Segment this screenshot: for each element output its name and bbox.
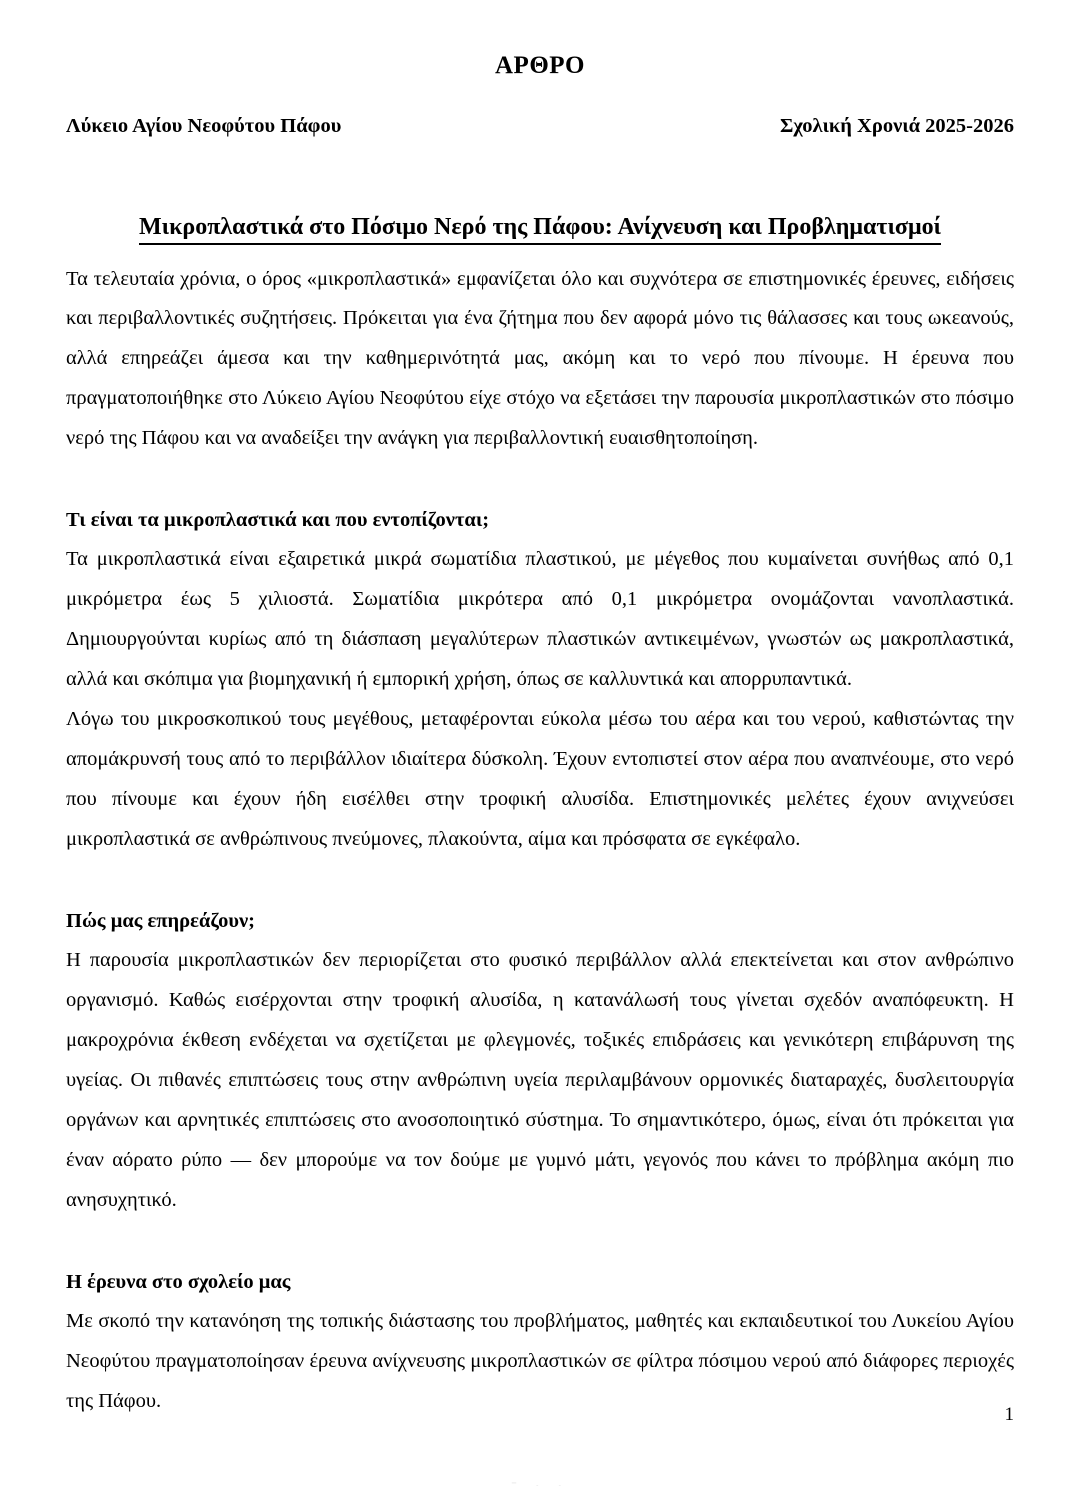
spacer — [66, 1221, 1014, 1263]
school-year: Σχολική Χρονιά 2025-2026 — [779, 114, 1014, 137]
what-are-paragraph-1: Τα μικροπλαστικά είναι εξαιρετικά μικρά σωματίδια πλαστικού, με μέγεθος που κυμαίνεται συνήθως από 0,1 μικρόμετρα έως 5 χιλιοστά. Σωματίδια μικρότερα από 0,1 μικρόμετρα ονομάζονται νανοπλαστικά. Δημιουργούνται κυρίως από τη διάσπαση μεγαλύτερων πλαστικών αντικειμένων, γνωστών ως μακροπλαστικά, αλλά και σκόπιμα για βιομηχανική ή εμπορική χρήση, όπως σε καλλυντικά και απορρυπαντικά. — [66, 548, 1014, 691]
next-page-bleed-marks: - . . — [511, 1472, 569, 1486]
document-heading: ΑΡΘΡΟ — [495, 52, 585, 79]
section-heading-how-affect: Πώς μας επηρεάζουν; — [66, 910, 255, 933]
school-name: Λύκειο Αγίου Νεοφύτου Πάφου — [66, 114, 342, 137]
document-content — [66, 0, 1014, 1422]
how-affect-paragraph: Η παρουσία μικροπλαστικών δεν περιορίζεται στο φυσικό περιβάλλον αλλά επεκτείνεται και στον ανθρώπινο οργανισμό. Καθώς εισέρχονται στην τροφική αλυσίδα, η κατανάλωσή τους γίνεται σχεδόν αναπόφευκτη. Η μακροχρόνια έκθεση ενδέχεται να σχετίζεται με φλεγμονές, τοξικές επιδράσεις και γενικότερη επιβάρυνση της υγείας. Οι πιθανές επιπτώσεις τους στην ανθρώπινη υγεία περιλαμβάνουν ορμονικές διαταραχές, δυσλειτουργία οργάνων και αρνητικές επιπτώσεις στο ανοσοποιητικό σύστημα. Το σημαντικότερο, όμως, είναι ότι πρόκειται για έναν αόρατο ρύπο — δεν μπορούμε να τον δούμε με γυμνό μάτι, γεγονός που κάνει το πρόβλημα ακόμη πιο ανησυχητικό. — [66, 948, 1014, 1211]
school-info-row — [66, 115, 1014, 138]
article-title — [66, 212, 1014, 245]
section-heading-what-are: Τι είναι τα μικροπλαστικά και που εντοπίζονται; — [66, 509, 490, 532]
spacer — [66, 459, 1014, 501]
section-heading-research: Η έρευνα στο σχολείο μας — [66, 1270, 291, 1293]
what-are-paragraph-2: Λόγω του μικροσκοπικού τους μεγέθους, μεταφέρονται εύκολα μέσω του αέρα και του νερού, καθιστώντας την απομάκρυνσή τους από το περιβάλλον ιδιαίτερα δύσκολη. Έχουν εντοπιστεί στον αέρα που αναπνέουμε, στο νερό που πίνουμε και έχουν ήδη εισέλθει στην τροφική αλυσίδα. Επιστημονικές μελέτες έχουν ανιχνεύσει μικροπλαστικά σε ανθρώπινους πνεύμονες, πλακούντα, αίμα και πρόσφατα σε εγκέφαλο. — [66, 708, 1014, 851]
intro-paragraph: Τα τελευταία χρόνια, ο όρος «μικροπλαστικά» εμφανίζεται όλο και συχνότερα σε επιστημονικές έρευνες, ειδήσεις και περιβαλλοντικές συζητήσεις. Πρόκειται για ένα ζήτημα που δεν αφορά μόνο τις θάλασσες και τους ωκεανούς, αλλά επηρεάζει άμεσα και την καθημερινότητά μας, ακόμη και το νερό που πίνουμε. Η έρευνα που πραγματοποιήθηκε στο Λύκειο Αγίου Νεοφύτου είχε στόχο να εξετάσει την παρουσία μικροπλαστικών στο πόσιμο νερό της Πάφου και να αναδείξει την ανάγκη για περιβαλλοντική ευαισθητοποίηση. — [66, 267, 1014, 450]
article-title-text: Μικροπλαστικά στο Πόσιμο Νερό της Πάφου: Ανίχνευση και Προβληματισμοί — [139, 212, 941, 245]
page-number: 1 — [1004, 1404, 1014, 1425]
spacer — [66, 860, 1014, 902]
research-paragraph: Με σκοπό την κατανόηση της τοπικής διάστασης του προβλήματος, μαθητές και εκπαιδευτικοί του Λυκείου Αγίου Νεοφύτου πραγματοποίησαν έρευνα ανίχνευσης μικροπλαστικών σε φίλτρα πόσιμου νερού από διάφορες περιοχές της Πάφου. — [66, 1309, 1014, 1412]
